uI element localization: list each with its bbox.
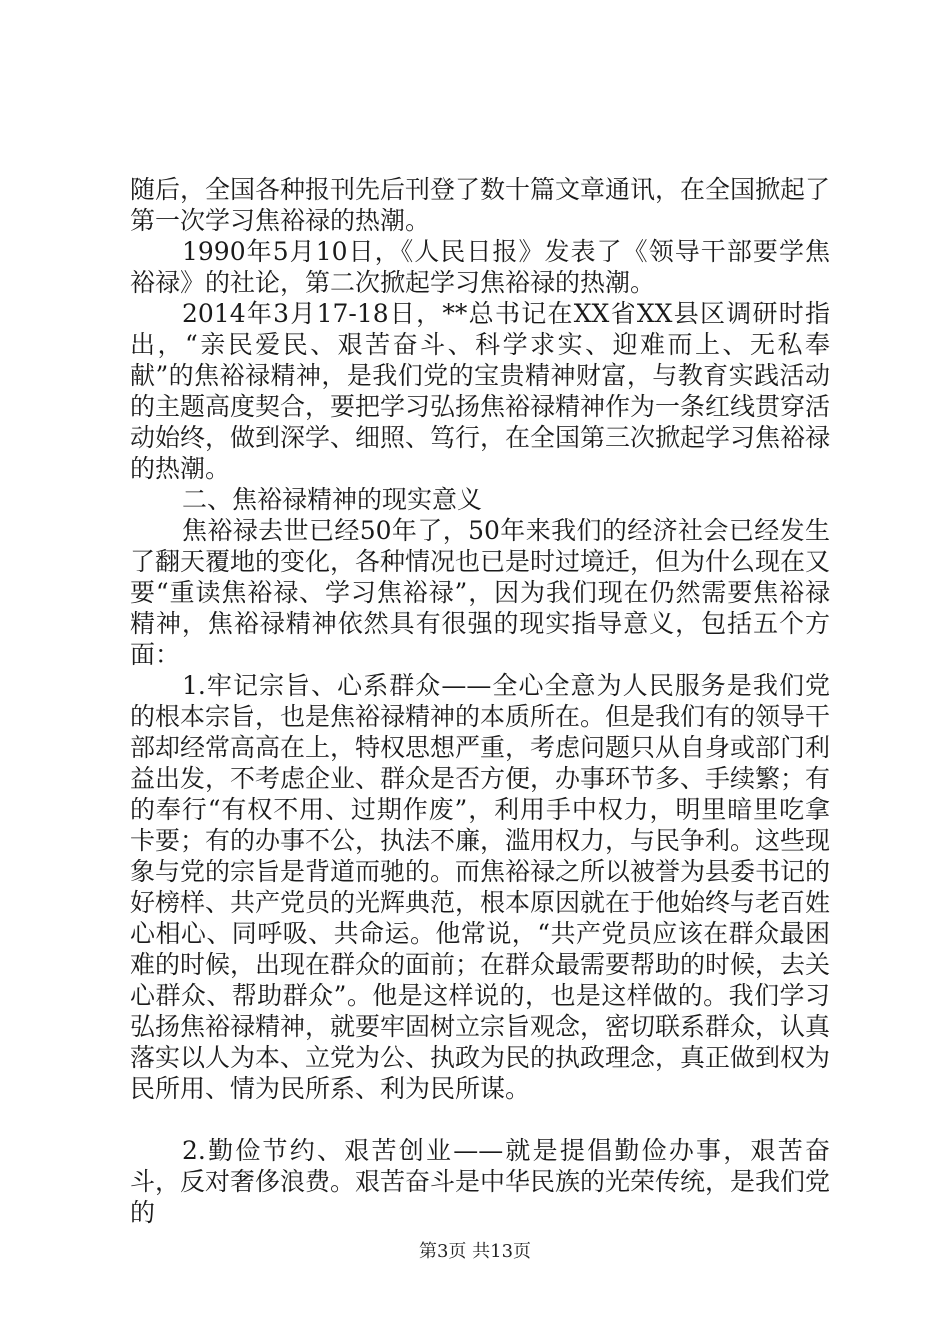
list-item-1: 1.牢记宗旨、心系群众——全心全意为人民服务是我们党的根本宗旨，也是焦裕禄精神的本质所在。但是我们有的领导干部却经常高高在上，特权思想严重，考虑问题只从自身或部门利益出发，不考虑企业、群众是否方便，办事环节多、手续繁；有的奉行“有权不用、过期作废”，利用手中权力，明里暗里吃拿卡要；有的办事不公，执法不廉，滥用权力，与民争利。这些现象与党的宗旨是背道而驰的。而焦裕禄之所以被誉为县委书记的好榜样、共产党员的光辉典范，根本原因就在于他始终与老百姓心相心、同呼吸、共命运。他常说，“共产党员应该在群众最困难的时候，出现在群众的面前；在群众最需要帮助的时候，去关心群众、帮助群众”。他是这样说的，也是这样做的。我们学习弘扬焦裕禄精神，就要牢固树立宗旨观念，密切联系群众，认真落实以人为本、立党为公、执政为民的执政理念，真正做到权为民所用、情为民所系、利为民所谋。 xyxy=(130,671,831,1103)
list-item-2: 2.勤俭节约、艰苦创业——就是提倡勤俭办事，艰苦奋斗，反对奢侈浪费。艰苦奋斗是中华民族的光荣传统，是我们党的 xyxy=(130,1136,831,1227)
paragraph-2: 1990年5月10日，《人民日报》发表了《领导干部要学焦裕禄》的社论，第二次掀起学习焦裕禄的热潮。 xyxy=(130,237,830,297)
document-body xyxy=(130,174,830,1228)
page-number-footer: 第3页 共13页 xyxy=(418,1241,532,1262)
paragraph-3: 2014年3月17-18日，**总书记在XX省XX县区调研时指出，“亲民爱民、艰苦奋斗、科学求实、迎难而上、无私奉献”的焦裕禄精神，是我们党的宝贵精神财富，与教育实践活动的主题高度契合，要把学习弘扬焦裕禄精神作为一条红线贯穿活动始终，做到深学、细照、笃行，在全国第三次掀起学习焦裕禄的热潮。 xyxy=(130,299,831,483)
paragraph-1: 随后，全国各种报刊先后刊登了数十篇文章通讯，在全国掀起了第一次学习焦裕禄的热潮。 xyxy=(130,175,831,235)
paragraph-4: 焦裕禄去世已经50年了，50年来我们的经济社会已经发生了翻天覆地的变化，各种情况也已是时过境迁，但为什么现在又要“重读焦裕禄、学习焦裕禄”，因为我们现在仍然需要焦裕禄精神，焦裕禄精神依然具有很强的现实指导意义，包括五个方面： xyxy=(130,516,831,669)
paragraph-spacer xyxy=(130,1104,830,1135)
section-heading: 二、焦裕禄精神的现实意义 xyxy=(182,485,483,514)
